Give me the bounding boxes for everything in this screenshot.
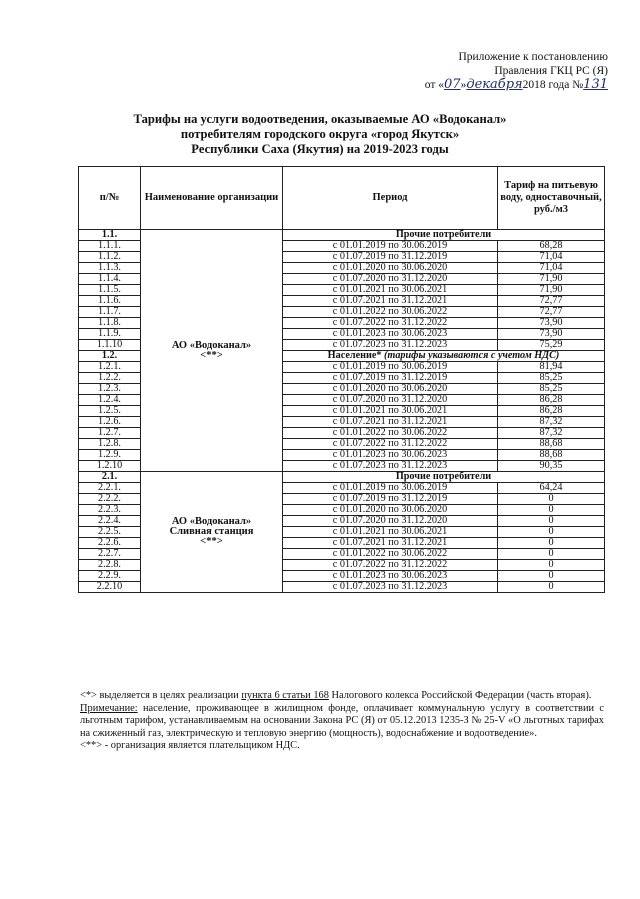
row-num: 1.1.10 (79, 340, 141, 351)
row-period: с 01.01.2022 по 30.06.2022 (283, 307, 498, 318)
row-num: 1.1.1. (79, 241, 141, 252)
table-header-row (79, 167, 605, 230)
org-line-1: АО «Водоканал» (171, 516, 252, 527)
approval-line-2: Правления ГКЦ РС (Я) (494, 65, 608, 77)
date-day: 07 (444, 77, 461, 92)
row-period: с 01.07.2021 по 31.12.2021 (283, 538, 498, 549)
row-num: 1.2.10 (79, 461, 141, 472)
subcategory-note: (тарифы указываются с учетом НДС) (384, 350, 560, 361)
row-period: с 01.01.2020 по 30.06.2020 (283, 384, 498, 395)
row-period: с 01.01.2019 по 30.06.2019 (283, 241, 498, 252)
approval-block (348, 50, 608, 92)
row-num: 1.1.5. (79, 285, 141, 296)
row-tariff: 71,04 (498, 263, 605, 274)
row-period: с 01.07.2020 по 31.12.2020 (283, 395, 498, 406)
row-num: 2.2.6. (79, 538, 141, 549)
row-period: с 01.07.2023 по 31.12.2023 (283, 461, 498, 472)
date-prefix: от « (424, 79, 445, 91)
row-period: с 01.07.2023 по 31.12.2023 (283, 582, 498, 593)
category-label: Прочие потребители (283, 472, 605, 483)
row-tariff: 88,68 (498, 439, 605, 450)
row-tariff: 0 (498, 549, 605, 560)
title-line-1: Тарифы на услуги водоотведения, оказываемые АО «Водоканал» (133, 112, 507, 126)
resolution-number: 131 (583, 77, 608, 92)
row-tariff: 0 (498, 582, 605, 593)
row-period: с 01.01.2019 по 30.06.2019 (283, 483, 498, 494)
section-2-body (79, 472, 605, 593)
document-title (80, 112, 560, 157)
row-period: с 01.07.2019 по 31.12.2019 (283, 373, 498, 384)
organization-name (141, 472, 283, 593)
row-period: с 01.01.2022 по 30.06.2022 (283, 549, 498, 560)
row-num: 2.2.5. (79, 527, 141, 538)
row-num: 1.2.8. (79, 439, 141, 450)
org-line-2: Сливная станция (169, 526, 254, 537)
header-period: Период (283, 167, 498, 230)
note-text: население, проживающее в жилищном фонде, оплачивает коммунальную услугу в соответствии с льготным тарифом, устанавливаемым на основании Закона РС (Я) от 05.12.2013 1235-З № 25-V «О льготных тарифах на сжиженный газ, электрическую и тепловую энергию (мощность), водоснабжение и водоотведение». (80, 702, 604, 739)
row-tariff: 0 (498, 571, 605, 582)
row-num: 1.1.2. (79, 252, 141, 263)
row-tariff: 75,29 (498, 340, 605, 351)
row-tariff: 86,28 (498, 395, 605, 406)
tariff-table (78, 166, 605, 593)
org-line-2: <**> (200, 349, 223, 361)
row-tariff: 71,90 (498, 274, 605, 285)
subcategory-num: 1.2. (79, 351, 141, 362)
row-tariff: 0 (498, 527, 605, 538)
footnote-1 (80, 690, 604, 703)
header-num: п/№ (79, 167, 141, 230)
category-row (79, 230, 605, 241)
row-num: 1.2.1. (79, 362, 141, 373)
approval-date-line (348, 78, 608, 92)
row-tariff: 0 (498, 560, 605, 571)
date-month: декабря (466, 77, 523, 92)
row-tariff: 86,28 (498, 406, 605, 417)
subcategory-title: Население* (327, 350, 382, 361)
header-tariff: Тариф на питьевую воду, одноставочный, руб./м3 (498, 167, 605, 230)
footnotes (80, 690, 604, 753)
row-tariff: 68,28 (498, 241, 605, 252)
row-num: 1.1.7. (79, 307, 141, 318)
row-tariff: 81,94 (498, 362, 605, 373)
row-num: 2.2.1. (79, 483, 141, 494)
row-num: 1.2.7. (79, 428, 141, 439)
tax-code-link[interactable]: пункта 6 статьи 168 (241, 690, 329, 701)
row-tariff: 72,77 (498, 296, 605, 307)
row-period: с 01.07.2020 по 31.12.2020 (283, 516, 498, 527)
row-period: с 01.07.2019 по 31.12.2019 (283, 494, 498, 505)
note-label: Примечание: (80, 702, 138, 714)
row-period: с 01.01.2021 по 30.06.2021 (283, 406, 498, 417)
date-year: 2018 года № (522, 79, 584, 91)
row-period: с 01.01.2021 по 30.06.2021 (283, 527, 498, 538)
row-tariff: 87,32 (498, 428, 605, 439)
row-tariff: 72,77 (498, 307, 605, 318)
row-period: с 01.01.2023 по 30.06.2023 (283, 329, 498, 340)
row-num: 1.1.6. (79, 296, 141, 307)
row-tariff: 0 (498, 516, 605, 527)
row-tariff: 0 (498, 494, 605, 505)
row-num: 1.2.9. (79, 450, 141, 461)
date-mid: » (460, 79, 467, 91)
row-num: 1.1.3. (79, 263, 141, 274)
approval-line-1: Приложение к постановлению (458, 51, 608, 63)
row-num: 2.2.3. (79, 505, 141, 516)
row-num: 2.2.10 (79, 582, 141, 593)
subcategory-label (283, 351, 605, 362)
org-line-1: АО «Водоканал» (171, 339, 252, 351)
row-period: с 01.01.2023 по 30.06.2023 (283, 571, 498, 582)
category-label: Прочие потребители (283, 230, 605, 241)
note (80, 703, 604, 741)
organization-name (141, 230, 283, 472)
row-num: 1.1.9. (79, 329, 141, 340)
category-num: 1.1. (79, 230, 141, 241)
row-period: с 01.07.2019 по 31.12.2019 (283, 252, 498, 263)
row-tariff: 71,90 (498, 285, 605, 296)
row-tariff: 87,32 (498, 417, 605, 428)
row-period: с 01.07.2022 по 31.12.2022 (283, 439, 498, 450)
row-tariff: 0 (498, 505, 605, 516)
row-period: с 01.01.2021 по 30.06.2021 (283, 285, 498, 296)
category-row (79, 472, 605, 483)
row-tariff: 88,68 (498, 450, 605, 461)
row-period: с 01.07.2023 по 31.12.2023 (283, 340, 498, 351)
category-num: 2.1. (79, 472, 141, 483)
row-tariff: 73,90 (498, 329, 605, 340)
footnote-1-text-b: Налогового колекса Российской Федерации (часть вторая). (328, 690, 592, 701)
row-tariff: 71,04 (498, 252, 605, 263)
row-period: с 01.01.2020 по 30.06.2020 (283, 505, 498, 516)
row-tariff: 64,24 (498, 483, 605, 494)
row-num: 1.2.4. (79, 395, 141, 406)
header-org: Наименование организации (141, 167, 283, 230)
row-period: с 01.01.2023 по 30.06.2023 (283, 450, 498, 461)
row-num: 2.2.9. (79, 571, 141, 582)
row-num: 2.2.2. (79, 494, 141, 505)
row-period: с 01.07.2021 по 31.12.2021 (283, 417, 498, 428)
row-num: 1.2.3. (79, 384, 141, 395)
row-tariff: 73,90 (498, 318, 605, 329)
row-num: 1.2.5. (79, 406, 141, 417)
title-line-2: потребителям городского округа «город Якутск» (180, 127, 460, 141)
row-period: с 01.01.2022 по 30.06.2022 (283, 428, 498, 439)
row-period: с 01.01.2020 по 30.06.2020 (283, 263, 498, 274)
row-period: с 01.07.2022 по 31.12.2022 (283, 560, 498, 571)
footnote-1-text-a: <*> выделяется в целях реализации (80, 690, 242, 701)
row-num: 2.2.7. (79, 549, 141, 560)
row-tariff: 85,25 (498, 373, 605, 384)
row-period: с 01.07.2020 по 31.12.2020 (283, 274, 498, 285)
row-period: с 01.07.2021 по 31.12.2021 (283, 296, 498, 307)
row-num: 2.2.4. (79, 516, 141, 527)
row-period: с 01.01.2019 по 30.06.2019 (283, 362, 498, 373)
row-num: 1.2.2. (79, 373, 141, 384)
row-period: с 01.07.2022 по 31.12.2022 (283, 318, 498, 329)
section-1-body (79, 230, 605, 472)
row-num: 2.2.8. (79, 560, 141, 571)
row-tariff: 0 (498, 538, 605, 549)
footnote-2: <**> - организация является плательщиком НДС. (80, 740, 300, 752)
row-tariff: 90,35 (498, 461, 605, 472)
row-num: 1.1.8. (79, 318, 141, 329)
row-num: 1.2.6. (79, 417, 141, 428)
org-line-3: <**> (200, 536, 223, 547)
title-line-3: Республики Саха (Якутия) на 2019-2023 годы (191, 142, 449, 156)
row-num: 1.1.4. (79, 274, 141, 285)
row-tariff: 85,25 (498, 384, 605, 395)
